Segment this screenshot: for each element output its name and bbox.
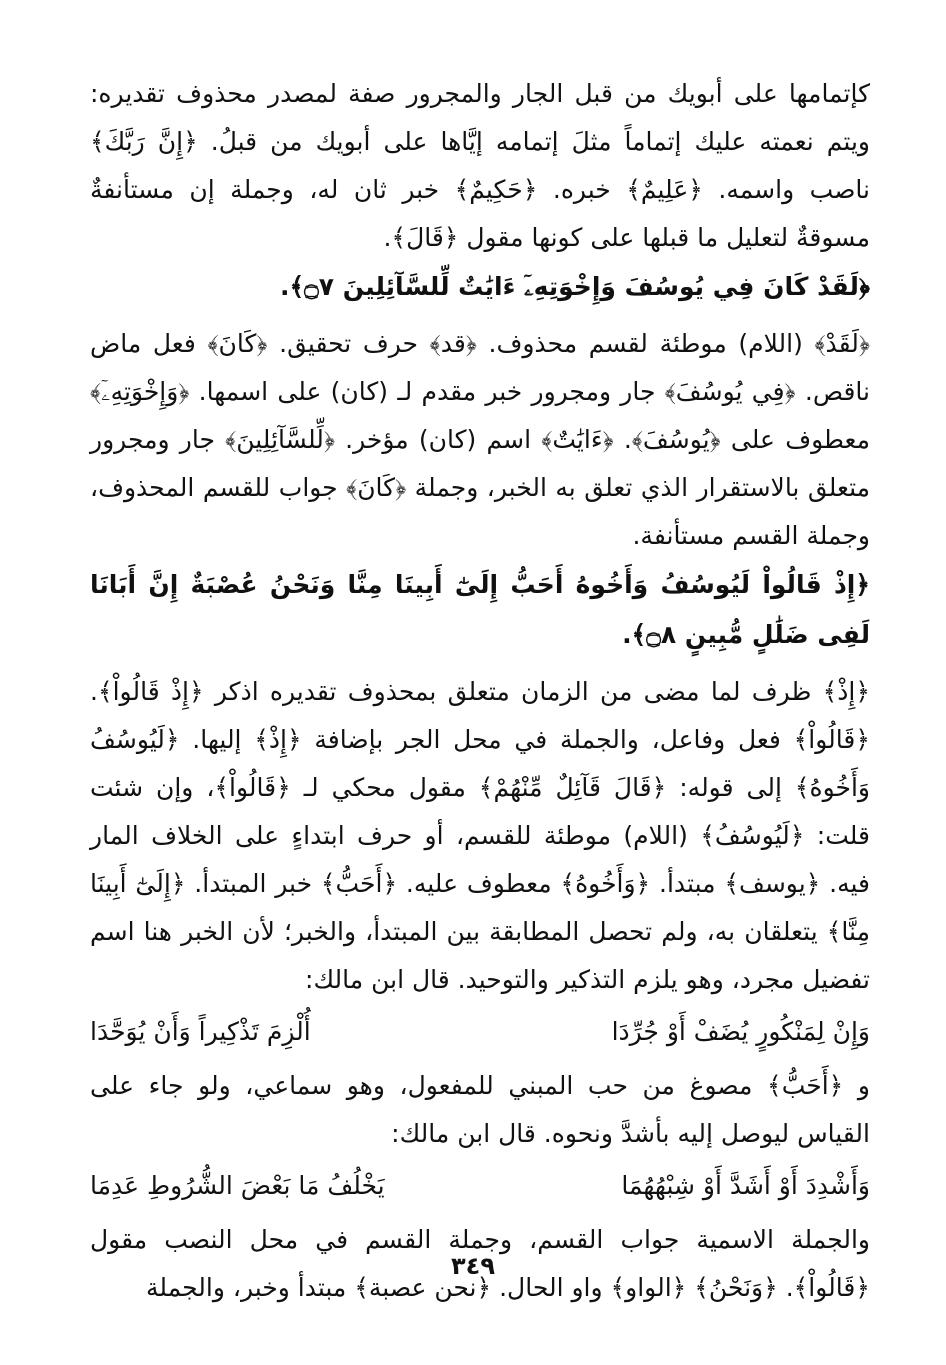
poetry-verse-1 <box>90 1006 870 1058</box>
paragraph-1: كإتمامها على أبويك من قبل الجار والمجرور صفة لمصدر محذوف تقديره: ويتم نعمته عليك إتماماً مثلَ إتمامه إيَّاها على أبويك من قبلُ. ﴿إِنَّ رَبَّكَ﴾ ناصب واسمه. ﴿عَلِيمٌ﴾ خبره. ﴿حَكِيمٌ﴾ خبر ثان له، وجملة إن مستأنفةٌ مسوقةٌ لتعليل ما قبلها على كونها مقول ﴿قَالَ﴾. <box>90 79 870 252</box>
page-number: ٣٤٩ <box>451 1252 495 1280</box>
paragraph-2: ﴿لَقَدْ﴾ (اللام) موطئة لقسم محذوف. ﴿قد﴾ حرف تحقيق. ﴿كَانَ﴾ فعل ماض ناقص. ﴿فِي يُوسُفَ﴾ جار ومجرور خبر مقدم لـ (كان) على اسمها. ﴿وَإِخْوَتِهِۦٓ﴾ معطوف على ﴿يُوسُفَ﴾. ﴿ءَايَٰتٌ﴾ اسم (كان) مؤخر. ﴿لِّلسَّآئِلِينَ﴾ جار ومجرور متعلق بالاستقرار الذي تعلق به الخبر، وجملة ﴿كَانَ﴾ جواب للقسم المحذوف، وجملة القسم مستأنفة. <box>90 329 870 550</box>
verse-1-first-hemistich: وَإِنْ لِمَنْكُورٍ يُضَفْ أَوْ جُرِّدَا <box>611 1017 870 1046</box>
verse-2-second-hemistich: يَخْلُفُ مَا بَعْضَ الشُّرُوطِ عَدِمَا <box>90 1171 385 1200</box>
verse-2-first-hemistich: وَأَشْدِدَ أَوْ أَشَدَّ أَوْ شِبْهُهُمَا <box>621 1171 870 1200</box>
page-body <box>90 70 870 1312</box>
quran-verse-7: ﴿لَقَدْ كَانَ فِي يُوسُفَ وَإِخْوَتِهِۦٓ ءَايَٰتٌ لِّلسَّآئِلِينَ ۝٧﴾. <box>279 272 870 301</box>
poetry-verse-2 <box>90 1160 870 1212</box>
paragraph-5: والجملة الاسمية جواب القسم، وجملة القسم في محل النصب مقول ﴿قَالُواْ﴾. ﴿وَنَحْنُ﴾ ﴿الواو﴾ واو الحال. ﴿نحن عصبة﴾ مبتدأ وخبر، والجملة <box>90 1225 870 1302</box>
paragraph-3: ﴿إِذْ﴾ ظرف لما مضى من الزمان متعلق بمحذوف تقديره اذكر ﴿إِذْ قَالُواْ﴾. ﴿قَالُواْ﴾ فعل وفاعل، والجملة في محل الجر بإضافة ﴿إِذْ﴾ إليها. ﴿لَيُوسُفُ وَأَخُوهُ﴾ إلى قوله: ﴿قَالَ قَآئِلٌ مِّنْهُمْ﴾ مقول محكي لـ ﴿قَالُواْ﴾، وإن شئت قلت: ﴿لَيُوسُفُ﴾ (اللام) موطئة للقسم، أو حرف ابتداءٍ على الخلاف المار فيه. ﴿يوسف﴾ مبتدأ. ﴿وَأَخُوهُ﴾ معطوف عليه. ﴿أَحَبُّ﴾ خبر المبتدأ. ﴿إِلَىٰٓ أَبِينَا مِنَّا﴾ يتعلقان به، ولم تحصل المطابقة بين المبتدأ، والخبر؛ لأن الخبر هنا اسم تفضيل مجرد، وهو يلزم التذكير والتوحيد. قال ابن مالك: <box>90 677 870 994</box>
verse-1-second-hemistich: أُلْزِمَ تَذْكِيراً وَأَنْ يُوَحَّدَا <box>90 1017 311 1046</box>
quran-verse-8: ﴿إِذْ قَالُواْ لَيُوسُفُ وَأَخُوهُ أَحَبُّ إِلَىٰٓ أَبِينَا مِنَّا وَنَحْنُ عُصْبَةٌ إِنَّ أَبَانَا لَفِى ضَلَٰلٍ مُّبِينٍ ۝٨﴾. <box>90 570 870 649</box>
paragraph-4: و ﴿أَحَبُّ﴾ مصوغ من حب المبني للمفعول، وهو سماعي، ولو جاء على القياس ليوصل إليه بأشدَّ ونحوه. قال ابن مالك: <box>90 1071 870 1148</box>
